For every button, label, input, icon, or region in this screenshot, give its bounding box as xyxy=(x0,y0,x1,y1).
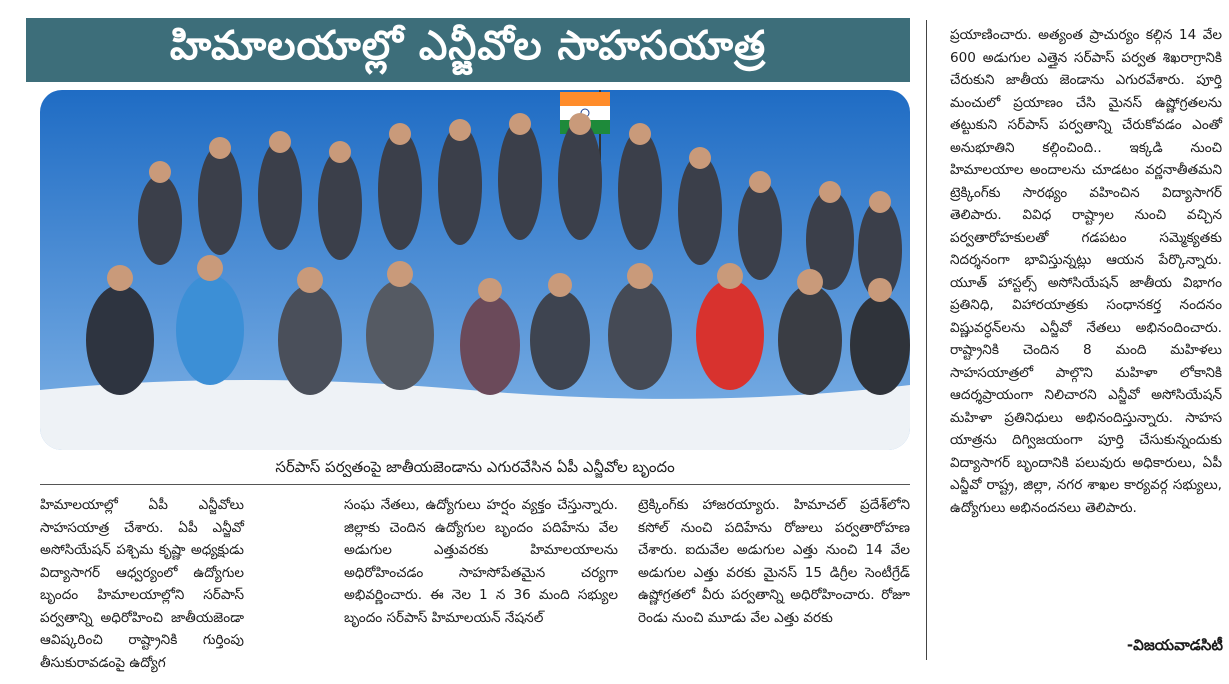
byline: -విజయవాడసిటీ xyxy=(1126,636,1223,654)
article-text: సంఘ నేతలు, ఉద్యోగులు హర్షం వ్యక్తం చేస్తున్నారు. జిల్లాకు చెందిన ఉద్యోగుల బృందం పదిహేను వేల అడుగుల ఎత్తువరకు హిమాలయాలను అధిరోహించడం సాహసోపేతమైన చర్యగా అభివర్ణించారు. ఈ నెల 1 న 36 మంది సభ్యుల బృందం సర్‌పాస్ హిమాలయన్ నేషనల్ xyxy=(344,497,618,626)
headline-title: హిమాలయాల్లో ఎన్జీవోల సాహసయాత్ర xyxy=(169,21,767,69)
article-column-1 xyxy=(40,494,244,674)
article-text: ప్రయాణించారు. అత్యంత ప్రాచుర్యం కల్గిన 14 వేల 600 అడుగుల ఎత్తైన సర్‌పాస్ పర్వత శిఖరాగ్రానికి చేరుకుని జాతీయ జెండాను ఎగురవేశారు. పూర్తి మంచులో ప్రయాణం చేసి మైనస్ ఉష్ణోగ్రతలను తట్టుకుని సర్‌పాస్ పర్వతాన్ని చేరుకోవడం ఎంతో అనుభూతిని కల్గించింది.. ఇక్కడి నుంచి హిమాలయాల అందాలను చూడటం వర్ణనాతీతమని ట్రెక్కింగ్‌కు సారథ్యం వహించిన విద్యాసాగర్ తెలిపారు. వివిధ రాష్ట్రాల నుంచి వచ్చిన పర్వతారోహకులతో గడపటం సమ్మెక్యతకు నిదర్శనంగా భావిస్తున్నట్లు ఆయన పేర్కొన్నారు. యూత్ హాస్టల్స్ అసోసియేషన్ జాతీయ విభాగం ప్రతినిధి, విహారయాత్రకు సంధానకర్త నందనం విష్ణువర్ధన్‌లను ఎన్జీవో నేతలు అభినందించారు. రాష్ట్రానికి చెందిన 8 మంది మహిళలు సాహసయాత్రలో పాల్గొని మహిళా లోకానికి ఆదర్శప్రాయంగా నిలిచారని ఎన్జీవో అసోసియేషన్ మహిళా ప్రతినిధులు అభినందిస్తున్నారు. సాహస యాత్రను దిగ్విజయంగా పూర్తి చేసుకున్నందుకు విద్యాసాగర్ బృందానికి పలువురు అధికారులు, ఏపీ ఎన్జీవో రాష్ట్ర, జిల్లా, నగర శాఖల కార్యవర్గ సభ్యులు, ఉద్యోగులు అభినందనలు తెలిపారు. xyxy=(950,27,1222,516)
article-text: ట్రెక్కింగ్‌కు హాజరయ్యారు. హిమాచల్ ప్రదేశ్‌లోని కసోల్ నుంచి పదిహేను రోజులు పర్వతారోహణ చేశారు. ఐదువేల అడుగుల ఎత్తు నుంచి 14 వేల అడుగుల ఎత్తు వరకు మైనస్ 15 డిగ్రీల సెంటీగ్రేడ్ ఉష్ణోగ్రతలో వీరు పర్వతాన్ని అధిరోహించారు. రోజూ రెండు నుంచి మూడు వేల ఎత్తు వరకు xyxy=(638,497,910,626)
article-text: హిమాలయాల్లో ఏపీ ఎన్జీవోలు సాహసయాత్ర చేశారు. ఏపీ ఎన్జీవో అసోసియేషన్ పశ్చిమ కృష్ణా అధ్యక్షుడు విద్యాసాగర్ ఆధ్వర్యంలో ఉద్యోగుల బృందం హిమాలయాల్లోని సర్‌పాస్ పర్వతాన్ని అధిరోహించి జాతీయజెండా ఆవిష్కరించి రాష్ట్రానికి గుర్తింపు తీసుకురావడంపై ఉద్యోగ xyxy=(40,497,244,671)
article-column-4 xyxy=(950,24,1222,519)
group-photo-illustration xyxy=(40,90,910,450)
photo-caption: సర్‌పాస్ పర్వతంపై జాతీయజెండాను ఎగురవేసిన ఏపీ ఎన్జీవోల బృందం xyxy=(275,458,675,476)
caption-divider xyxy=(40,484,910,485)
headline-band xyxy=(26,18,910,82)
article-column-2 xyxy=(344,494,618,629)
column-divider xyxy=(926,20,927,660)
group-photo xyxy=(40,90,910,450)
article-column-3 xyxy=(638,494,910,629)
